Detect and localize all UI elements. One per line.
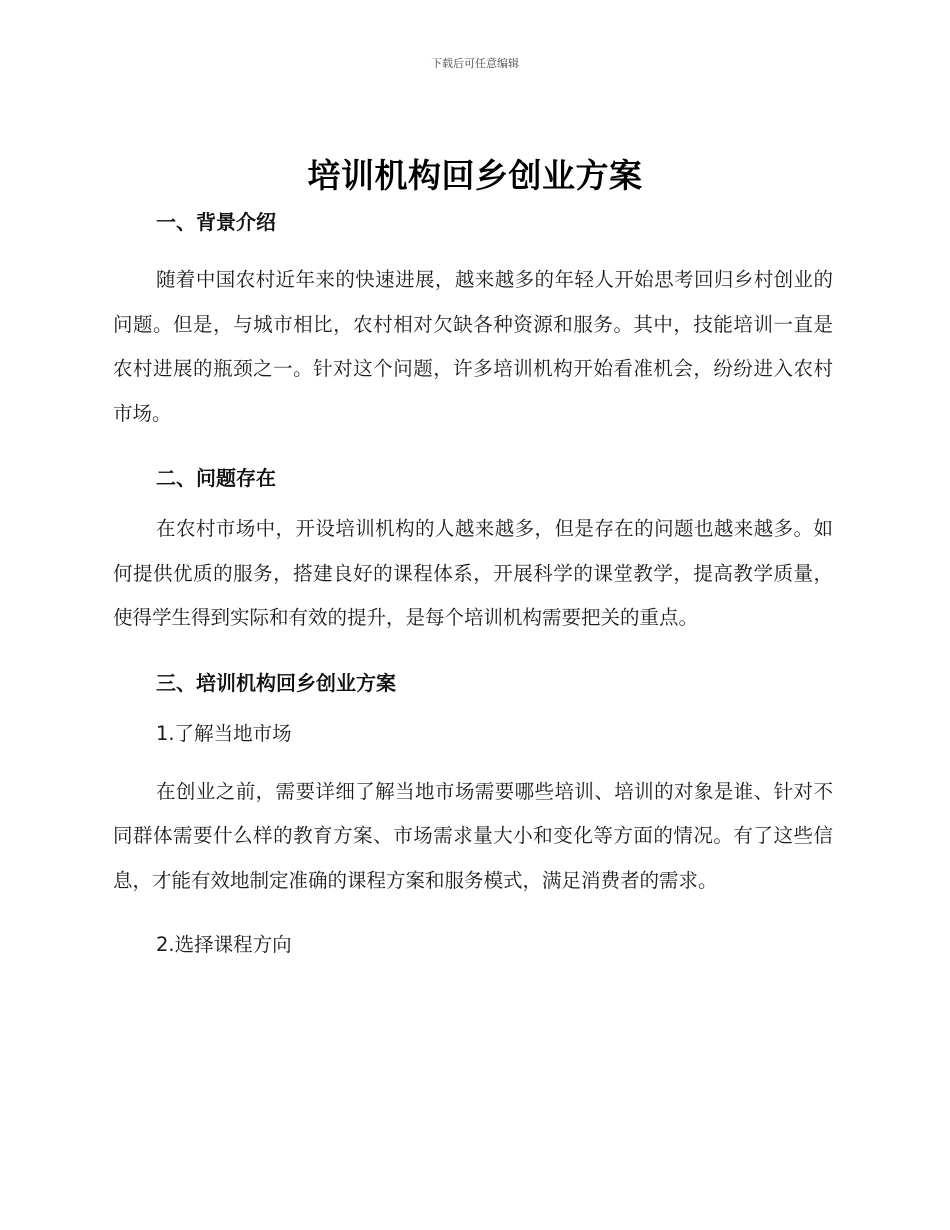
section-heading-background: 一、背景介绍 bbox=[156, 210, 276, 234]
page-header-note: 下载后可任意编辑 bbox=[431, 57, 519, 70]
subsection-paragraph-market: 在创业之前，需要详细了解当地市场需要哪些培训、培训的对象是谁、针对不同群体需要什么样的教育方案、市场需求量大小和变化等方面的情况。有了这些信息，才能有效地制定准确的课程方案和服务模式，满足消费者的需求。 bbox=[113, 779, 833, 892]
subsection-title-course: 2.选择课程方向 bbox=[156, 933, 292, 956]
document-body bbox=[113, 200, 833, 967]
section-heading-problems: 二、问题存在 bbox=[156, 466, 276, 490]
section-paragraph-background: 随着中国农村近年来的快速进展，越来越多的年轻人开始思考回归乡村创业的问题。但是，与城市相比，农村相对欠缺各种资源和服务。其中，技能培训一直是农村进展的瓶颈之一。针对这个问题，许多培训机构开始看准机会，纷纷进入农村市场。 bbox=[113, 268, 833, 425]
section-heading-plan: 三、培训机构回乡创业方案 bbox=[156, 670, 396, 695]
section-paragraph-problems: 在农村市场中，开设培训机构的人越来越多，但是存在的问题也越来越多。如何提供优质的服务，搭建良好的课程体系，开展科学的课堂教学，提高教学质量，使得学生得到实际和有效的提升，是每个培训机构需要把关的重点。 bbox=[113, 517, 833, 629]
subsection-title-market: 1.了解当地市场 bbox=[156, 721, 292, 745]
document-title: 培训机构回乡创业方案 bbox=[307, 156, 643, 195]
